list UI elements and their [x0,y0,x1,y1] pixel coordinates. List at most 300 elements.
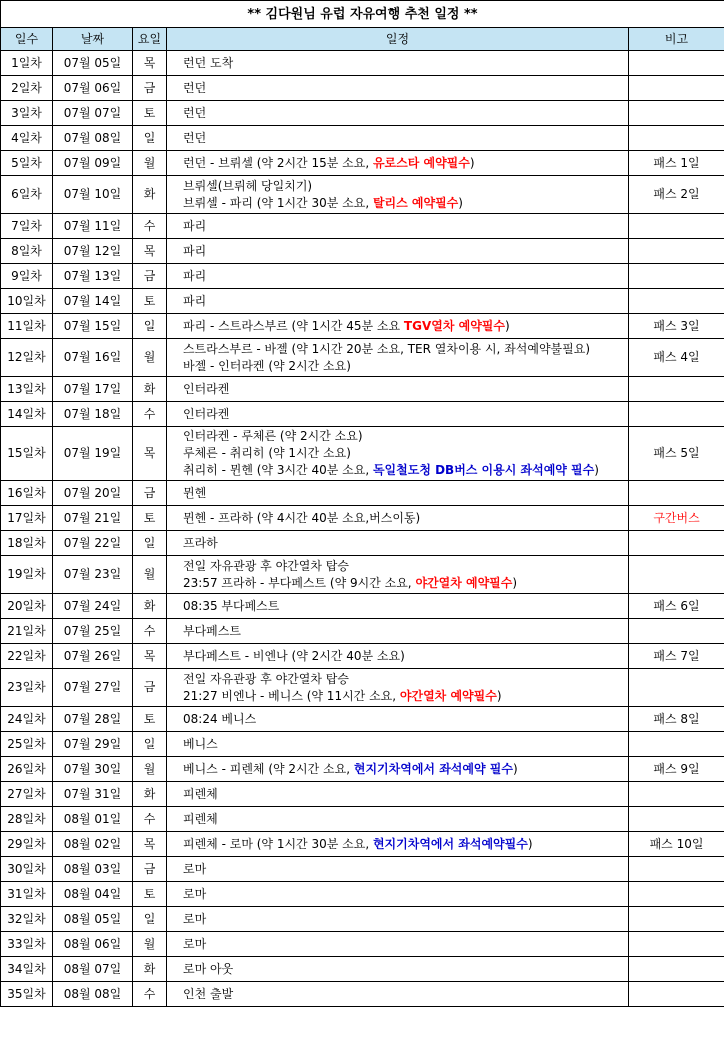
schedule-text: 피렌체 - 로마 (약 1시간 30분 소요, [183,836,373,851]
weekday-cell: 월 [133,932,167,957]
schedule-text: 로마 [183,911,207,926]
note-cell [629,126,724,151]
weekday-cell: 수 [133,619,167,644]
date-cell: 07월 26일 [53,644,133,669]
highlight-text: TGV열차 예약필수 [403,318,505,333]
schedule-line [183,358,624,375]
day-cell: 8일차 [1,239,53,264]
day-cell: 3일차 [1,101,53,126]
day-cell: 18일차 [1,531,53,556]
weekday-cell: 일 [133,126,167,151]
table-row [1,126,724,151]
date-cell: 07월 14일 [53,289,133,314]
day-cell: 7일차 [1,214,53,239]
weekday-cell: 월 [133,556,167,594]
schedule-text: 브뤼셀 - 파리 (약 1시간 30분 소요, [183,195,373,210]
note-cell [629,669,724,707]
table-row [1,151,724,176]
note-cell [629,377,724,402]
schedule-cell [167,264,629,289]
date-cell: 08월 08일 [53,982,133,1007]
table-row [1,51,724,76]
note-cell [629,76,724,101]
day-cell: 23일차 [1,669,53,707]
schedule-line [183,130,624,147]
weekday-cell: 일 [133,732,167,757]
schedule-line [183,55,624,72]
weekday-cell: 월 [133,339,167,377]
note-cell: 구간버스 [629,506,724,531]
schedule-text: 피렌체 [183,786,218,801]
schedule-cell [167,101,629,126]
schedule-cell [167,669,629,707]
note-cell [629,531,724,556]
weekday-cell: 일 [133,907,167,932]
schedule-cell [167,289,629,314]
date-cell: 07월 05일 [53,51,133,76]
weekday-cell: 금 [133,857,167,882]
day-cell: 22일차 [1,644,53,669]
table-row [1,807,724,832]
weekday-cell: 토 [133,101,167,126]
date-cell: 08월 03일 [53,857,133,882]
schedule-text: 인터라켄 - 루체른 (약 2시간 소요) [183,429,363,443]
date-cell: 07월 25일 [53,619,133,644]
day-cell: 9일차 [1,264,53,289]
day-cell: 13일차 [1,377,53,402]
schedule-cell [167,314,629,339]
table-row [1,707,724,732]
table-row [1,402,724,427]
day-cell: 5일차 [1,151,53,176]
schedule-text: 루체른 - 취리히 (약 1시간 소요) [183,446,351,460]
schedule-cell [167,402,629,427]
day-cell: 20일차 [1,594,53,619]
schedule-text: ) [504,318,510,333]
schedule-text: 브뤼셀(브뤼헤 당일치기) [183,178,313,193]
day-cell: 15일차 [1,427,53,481]
table-row [1,76,724,101]
table-row [1,757,724,782]
note-cell [629,481,724,506]
date-cell: 08월 07일 [53,957,133,982]
highlight-text: 야간열차 예약필수 [399,688,497,703]
schedule-text: 23:57 프라하 - 부다페스트 (약 9시간 소요, [183,575,416,590]
schedule-line [183,195,624,212]
schedule-cell [167,757,629,782]
weekday-cell: 월 [133,151,167,176]
day-cell: 6일차 [1,176,53,214]
weekday-cell: 토 [133,289,167,314]
schedule-line [183,510,624,527]
date-cell: 07월 16일 [53,339,133,377]
note-cell [629,882,724,907]
schedule-line [183,243,624,260]
schedule-text: 로마 [183,936,207,951]
table-row [1,339,724,377]
schedule-line [183,406,624,423]
schedule-text: ) [594,463,599,477]
highlight-text: 독일철도청 DB버스 이용시 좌석예약 필수 [372,463,595,477]
note-cell [629,732,724,757]
schedule-line [183,428,624,445]
schedule-line [183,293,624,310]
schedule-cell [167,907,629,932]
weekday-cell: 토 [133,707,167,732]
weekday-cell: 금 [133,669,167,707]
weekday-cell: 토 [133,506,167,531]
date-cell: 07월 27일 [53,669,133,707]
day-cell: 32일차 [1,907,53,932]
weekday-cell: 수 [133,982,167,1007]
table-row [1,957,724,982]
date-cell: 07월 06일 [53,76,133,101]
weekday-cell: 화 [133,957,167,982]
highlight-text: 유로스타 예약필수 [372,155,470,170]
schedule-cell [167,707,629,732]
schedule-line [183,671,624,688]
note-cell [629,264,724,289]
highlight-text: 현지기차역에서 좌석예약필수 [372,836,528,851]
day-cell: 26일차 [1,757,53,782]
schedule-text: ) [458,195,463,210]
highlight-text: 야간열차 예약필수 [415,575,513,590]
day-cell: 34일차 [1,957,53,982]
schedule-text: 인천 출발 [183,986,234,1001]
schedule-cell [167,51,629,76]
note-cell: 패스 10일 [629,832,724,857]
schedule-cell [167,427,629,481]
day-cell: 29일차 [1,832,53,857]
date-cell: 07월 09일 [53,151,133,176]
schedule-line [183,911,624,928]
table-row [1,669,724,707]
note-cell: 패스 9일 [629,757,724,782]
note-cell [629,807,724,832]
day-cell: 11일차 [1,314,53,339]
header-day: 일수 [1,28,53,51]
weekday-cell: 화 [133,176,167,214]
highlight-text: 탈리스 예약필수 [372,195,459,210]
schedule-text: ) [512,761,518,776]
note-cell: 패스 3일 [629,314,724,339]
schedule-text: ) [469,155,475,170]
table-row [1,644,724,669]
schedule-text: ) [512,575,518,590]
schedule-line [183,155,624,172]
schedule-text: 08:35 부다페스트 [183,598,280,613]
schedule-cell [167,339,629,377]
table-row [1,782,724,807]
schedule-cell [167,506,629,531]
date-cell: 07월 19일 [53,427,133,481]
date-cell: 07월 11일 [53,214,133,239]
day-cell: 10일차 [1,289,53,314]
header-row [1,28,724,51]
header-weekday: 요일 [133,28,167,51]
date-cell: 08월 04일 [53,882,133,907]
schedule-text: 파리 - 스트라스부르 (약 1시간 45분 소요 [183,318,404,333]
schedule-line [183,623,624,640]
schedule-line [183,218,624,235]
day-cell: 21일차 [1,619,53,644]
note-cell [629,51,724,76]
schedule-text: 인터라켄 [183,381,230,396]
schedule-line [183,80,624,97]
schedule-line [183,485,624,502]
schedule-line [183,736,624,753]
note-cell [629,214,724,239]
schedule-text: 취리히 - 뮌헨 (약 3시간 40분 소요, [183,463,373,477]
table-row [1,214,724,239]
day-cell: 35일차 [1,982,53,1007]
table-row [1,882,724,907]
note-cell [629,957,724,982]
note-cell [629,782,724,807]
schedule-text: 런던 [183,130,207,145]
schedule-cell [167,882,629,907]
weekday-cell: 금 [133,264,167,289]
schedule-line [183,711,624,728]
schedule-line [183,648,624,665]
schedule-cell [167,556,629,594]
schedule-line [183,598,624,615]
table-row [1,264,724,289]
table-row [1,101,724,126]
header-schedule: 일정 [167,28,629,51]
note-cell [629,982,724,1007]
schedule-line [183,986,624,1003]
schedule-text: 로마 [183,861,207,876]
weekday-cell: 화 [133,594,167,619]
date-cell: 07월 23일 [53,556,133,594]
schedule-line [183,811,624,828]
schedule-text: 로마 [183,886,207,901]
schedule-line [183,381,624,398]
schedule-cell [167,151,629,176]
schedule-cell [167,782,629,807]
highlight-text: 현지기차역에서 좌석예약 필수 [353,761,513,776]
note-cell: 패스 6일 [629,594,724,619]
date-cell: 07월 18일 [53,402,133,427]
day-cell: 33일차 [1,932,53,957]
schedule-text: 전일 자유관광 후 야간열차 탑승 [183,671,349,686]
schedule-text: 21:27 비엔나 - 베니스 (약 11시간 소요, [183,688,400,703]
schedule-text: 파리 [183,243,207,258]
schedule-cell [167,732,629,757]
note-cell [629,857,724,882]
table-row [1,594,724,619]
weekday-cell: 토 [133,882,167,907]
date-cell: 07월 08일 [53,126,133,151]
weekday-cell: 월 [133,757,167,782]
schedule-line [183,535,624,552]
schedule-cell [167,982,629,1007]
weekday-cell: 목 [133,832,167,857]
day-cell: 27일차 [1,782,53,807]
table-row [1,289,724,314]
schedule-text: 부다페스트 [183,623,241,638]
date-cell: 07월 29일 [53,732,133,757]
schedule-cell [167,176,629,214]
schedule-line [183,268,624,285]
table-row [1,556,724,594]
date-cell: 07월 24일 [53,594,133,619]
day-cell: 31일차 [1,882,53,907]
note-cell: 패스 2일 [629,176,724,214]
date-cell: 07월 10일 [53,176,133,214]
table-row [1,732,724,757]
table-row [1,377,724,402]
schedule-text: 스트라스부르 - 바젤 (약 1시간 20분 소요, TER 열차이용 시, 좌석예약불필요) [183,341,591,356]
date-cell: 07월 07일 [53,101,133,126]
schedule-cell [167,76,629,101]
schedule-cell [167,377,629,402]
table-row [1,427,724,481]
day-cell: 24일차 [1,707,53,732]
schedule-line [183,445,624,462]
schedule-line [183,105,624,122]
date-cell: 08월 05일 [53,907,133,932]
day-cell: 1일차 [1,51,53,76]
table-row [1,619,724,644]
schedule-cell [167,807,629,832]
date-cell: 07월 13일 [53,264,133,289]
schedule-line [183,936,624,953]
schedule-line [183,961,624,978]
schedule-text: 바젤 - 인터라켄 (약 2시간 소요) [183,358,351,373]
table-row [1,176,724,214]
table-row [1,907,724,932]
table-row [1,982,724,1007]
schedule-text: 프라하 [183,535,218,550]
note-cell [629,619,724,644]
schedule-cell [167,594,629,619]
schedule-cell [167,857,629,882]
schedule-cell [167,644,629,669]
note-cell [629,556,724,594]
date-cell: 07월 20일 [53,481,133,506]
date-cell: 07월 30일 [53,757,133,782]
day-cell: 4일차 [1,126,53,151]
schedule-text: 08:24 베니스 [183,711,257,726]
weekday-cell: 일 [133,314,167,339]
day-cell: 28일차 [1,807,53,832]
note-cell [629,402,724,427]
note-cell [629,101,724,126]
schedule-line [183,688,624,705]
weekday-cell: 수 [133,807,167,832]
schedule-cell [167,832,629,857]
date-cell: 07월 28일 [53,707,133,732]
table-row [1,481,724,506]
table-row [1,314,724,339]
schedule-cell [167,481,629,506]
schedule-text: 베니스 [183,736,218,751]
weekday-cell: 목 [133,427,167,481]
schedule-line [183,462,624,479]
schedule-cell [167,932,629,957]
date-cell: 07월 12일 [53,239,133,264]
schedule-text: 런던 [183,80,207,95]
schedule-text: 뮌헨 - 프라하 (약 4시간 40분 소요,버스이동) [183,510,421,525]
note-cell [629,289,724,314]
schedule-cell [167,531,629,556]
weekday-cell: 일 [133,531,167,556]
schedule-line [183,836,624,853]
table-title: ** 김다원님 유럽 자유여행 추천 일정 ** [1,1,724,28]
date-cell: 08월 02일 [53,832,133,857]
date-cell: 07월 22일 [53,531,133,556]
weekday-cell: 화 [133,377,167,402]
day-cell: 30일차 [1,857,53,882]
weekday-cell: 수 [133,402,167,427]
schedule-cell [167,619,629,644]
table-row [1,239,724,264]
schedule-line [183,575,624,592]
note-cell: 패스 4일 [629,339,724,377]
schedule-text: 런던 - 브뤼셀 (약 2시간 15분 소요, [183,155,373,170]
weekday-cell: 목 [133,51,167,76]
schedule-line [183,861,624,878]
weekday-cell: 목 [133,239,167,264]
schedule-text: 런던 도착 [183,55,234,70]
schedule-text: 파리 [183,218,207,233]
note-cell [629,907,724,932]
day-cell: 17일차 [1,506,53,531]
table-row [1,857,724,882]
schedule-line [183,558,624,575]
schedule-cell [167,239,629,264]
schedule-text: 로마 아웃 [183,961,234,976]
schedule-line [183,761,624,778]
date-cell: 07월 15일 [53,314,133,339]
schedule-text: 뮌헨 [183,485,207,500]
schedule-cell [167,126,629,151]
date-cell: 08월 06일 [53,932,133,957]
note-cell: 패스 7일 [629,644,724,669]
date-cell: 07월 21일 [53,506,133,531]
note-cell [629,932,724,957]
note-cell [629,239,724,264]
schedule-line [183,786,624,803]
weekday-cell: 금 [133,76,167,101]
day-cell: 2일차 [1,76,53,101]
table-row [1,506,724,531]
schedule-cell [167,214,629,239]
schedule-text: 파리 [183,293,207,308]
schedule-line [183,178,624,195]
schedule-text: ) [527,836,533,851]
note-cell: 패스 1일 [629,151,724,176]
schedule-text: 런던 [183,105,207,120]
schedule-text: 부다페스트 - 비엔나 (약 2시간 40분 소요) [183,648,405,663]
date-cell: 08월 01일 [53,807,133,832]
note-cell: 패스 8일 [629,707,724,732]
schedule-text: ) [496,688,502,703]
header-note: 비고 [629,28,724,51]
schedule-text: 베니스 - 피렌체 (약 2시간 소요, [183,761,354,776]
schedule-cell [167,957,629,982]
table-body [1,51,724,1007]
note-cell: 패스 5일 [629,427,724,481]
day-cell: 25일차 [1,732,53,757]
schedule-line [183,318,624,335]
table-row [1,832,724,857]
header-date: 날짜 [53,28,133,51]
schedule-text: 피렌체 [183,811,218,826]
schedule-line [183,886,624,903]
